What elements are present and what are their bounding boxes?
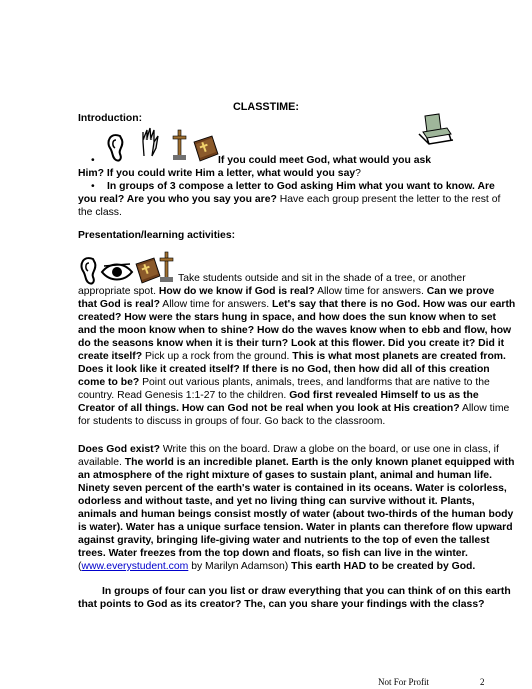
footer-label: Not For Profit xyxy=(378,677,430,687)
intro-paragraph-2 xyxy=(78,180,516,219)
pres-seg-6: Pick up a rock from the ground. xyxy=(142,351,293,362)
bullet: • xyxy=(91,181,95,192)
pres-seg-4: Allow time for answers. xyxy=(159,299,273,310)
pres-seg-10: Allow time for students to discuss in groups of four. Go back to the classroom. xyxy=(78,403,510,427)
pres-seg-8: Point out various plants, animals, trees, and landforms that are native to the country. Read Genesis 1:1-27 to the children. xyxy=(78,377,490,401)
pres-seg-1: How do we know if God is real? xyxy=(158,286,315,297)
presentation-paragraph xyxy=(78,272,516,428)
exist-seg-2: The world is an incredible planet. Earth is the only known planet equipped with an atmosphere of the right mixture of gases to sustain plant, animal and human life. Ninety seven percent of the earth's water is contained in its oceans. Water is colorless, odorless and without taste, and yet no living thing can survive without it. Plants, animals and human beings consist mostly of water (about two-thirds of the human body is water). Water has a unique surface tension. Water in plants can therefore flow upward against gravity, bringing life-giving water and nutrients to the top of even the tallest trees. Water freezes from the top down and floats, so fish can live in the winter. xyxy=(78,457,515,559)
exist-seg-0: Does God exist? xyxy=(78,444,160,455)
intro-heading: Introduction: xyxy=(78,113,143,124)
page-title: CLASSTIME: xyxy=(233,101,299,113)
final-paragraph xyxy=(78,585,516,611)
exist-seg-3: ( xyxy=(78,561,82,572)
exist-seg-5: by Marilyn Adamson) xyxy=(188,561,292,572)
presentation-heading: Presentation/learning activities: xyxy=(78,230,236,241)
pres-seg-7: This is what most planets are created from. Does it look like it created itself? If there is no God, then how did all of this creation come to be? xyxy=(78,351,506,388)
pres-seg-9: God first revealed Himself to us as the Creator of all things. How can God not be real when you look at His creation? xyxy=(78,390,479,414)
exist-seg-6: This earth HAD to be created by God. xyxy=(291,561,476,572)
intro-p1-seg-1: Him? If you could write Him a letter, what would you say xyxy=(78,168,356,179)
intro-p1-seg-2: ? xyxy=(355,168,361,179)
pres-seg-2: Allow time for answers. xyxy=(314,286,427,297)
intro-p1-seg-0: If you could meet God, what would you ask xyxy=(218,155,432,166)
pres-seg-5: Let's say that there is no God. How was our earth created? How were the stars hung in space, and how does the sun know when to set and the moon know when to shine? How do the waves know when to ebb and flow, how do the seasons know when it is their turn? Look at this flower. Did you create it? Did it create itself? xyxy=(78,299,516,362)
intro-p2-seg-1: Have each group present the letter to the rest of the class. xyxy=(78,194,501,218)
intro-p2-seg-0: In groups of 3 compose a letter to God asking Him what you want to know. Are you real? Are you who you say you are? xyxy=(78,181,495,205)
exist-seg-1: Write this on the board. Draw a globe on the board, or use one in class, if available. xyxy=(78,444,499,468)
exist-paragraph xyxy=(78,443,516,573)
final-paragraph-text: In groups of four can you list or draw everything that you can think of on this earth that points to God as its creator? The, can you share your findings with the class? xyxy=(78,586,511,610)
pres-seg-3: Can we prove that God is real? xyxy=(78,286,495,310)
pres-seg-0: Take students outside and sit in the shade of a tree, or another appropriate spot. xyxy=(78,273,466,297)
intro-paragraph-1 xyxy=(78,154,516,180)
bullet: • xyxy=(91,155,95,166)
page-number: 2 xyxy=(480,677,485,687)
everystudent-link[interactable]: www.everystudent.com xyxy=(81,561,189,572)
chair-icon xyxy=(417,110,457,148)
